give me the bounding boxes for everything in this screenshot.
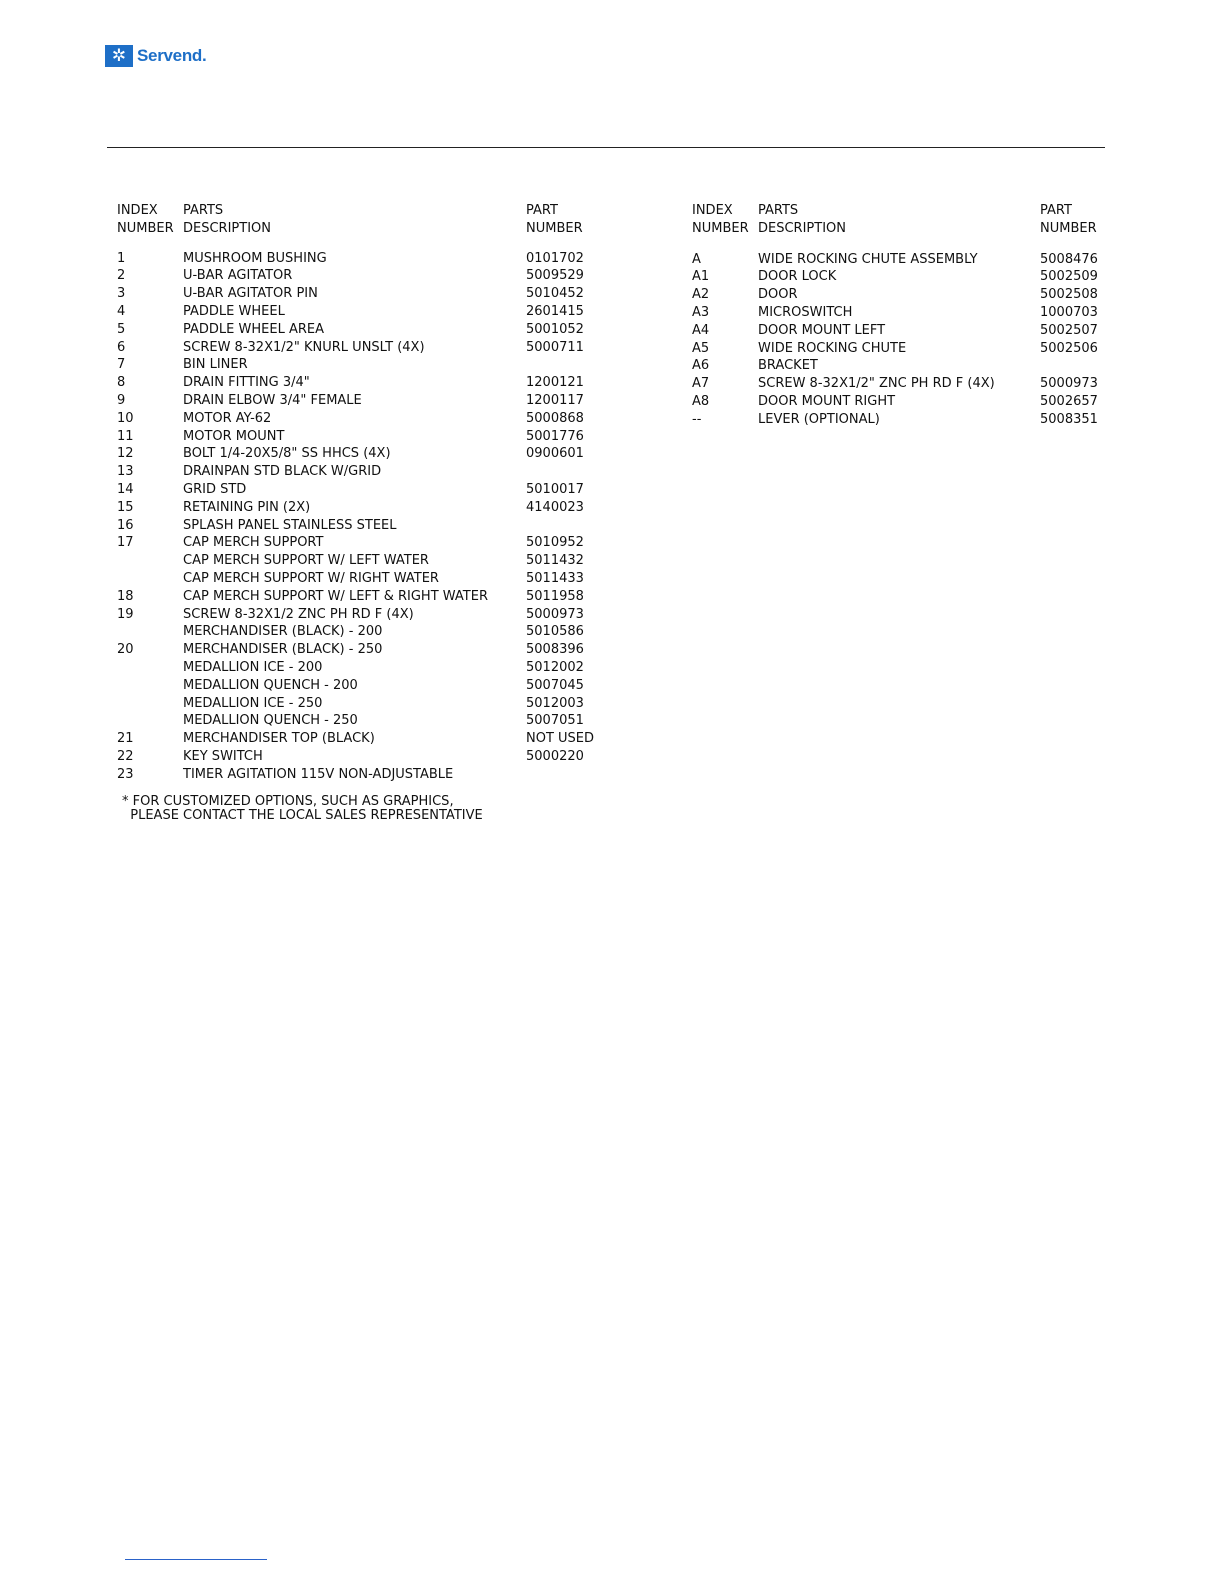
index-number: A8 <box>692 393 710 409</box>
index-number: 2 <box>117 268 126 284</box>
table-row <box>692 411 1130 429</box>
table-header <box>692 202 1130 238</box>
header-line: NUMBER <box>526 220 583 236</box>
header-line: INDEX <box>117 203 158 218</box>
part-description: CAP MERCH SUPPORT <box>183 535 324 551</box>
index-number: 19 <box>117 606 134 622</box>
table-row <box>117 517 616 535</box>
part-number: 5002506 <box>1040 340 1098 356</box>
index-number: 18 <box>117 588 134 604</box>
snowflake-icon: ✲ <box>105 45 133 67</box>
part-number: 1000703 <box>1040 304 1098 320</box>
part-number: 4140023 <box>526 499 584 515</box>
index-number <box>117 570 183 588</box>
index-number <box>117 695 183 713</box>
part-description: WIDE ROCKING CHUTE <box>758 340 907 356</box>
header-line: PARTS <box>183 203 224 218</box>
index-number: A5 <box>692 340 710 356</box>
index-number <box>117 623 183 641</box>
part-number: 5010952 <box>526 535 584 551</box>
part-description: MICROSWITCH <box>758 304 853 320</box>
part-number <box>526 463 616 481</box>
table-row <box>117 552 616 570</box>
table-row <box>117 392 616 410</box>
index-number: 7 <box>117 357 126 373</box>
table-row <box>117 445 616 463</box>
part-number <box>526 766 616 784</box>
part-number <box>526 517 616 535</box>
part-number <box>526 356 616 374</box>
part-number: 5002657 <box>1040 393 1098 409</box>
table-row <box>117 659 616 677</box>
part-number: 5009529 <box>526 268 584 284</box>
part-number: 2601415 <box>526 303 584 319</box>
table-row <box>117 463 616 481</box>
part-description: PADDLE WHEEL AREA <box>183 321 324 337</box>
part-description: MUSHROOM BUSHING <box>183 250 327 266</box>
footnote: * FOR CUSTOMIZED OPTIONS, SUCH AS GRAPHICS, PLEASE CONTACT THE LOCAL SALES REPRESENTATIVE <box>122 794 483 823</box>
part-number: 5000220 <box>526 748 584 764</box>
table-row <box>117 303 616 321</box>
index-number: 11 <box>117 428 134 444</box>
part-description: MOTOR AY-62 <box>183 410 272 426</box>
part-description: MEDALLION ICE - 250 <box>183 695 323 711</box>
table-row <box>117 356 616 374</box>
parts-description-header <box>183 202 526 238</box>
header-line: DESCRIPTION <box>758 220 846 236</box>
part-number: 5002507 <box>1040 322 1098 338</box>
table-row <box>117 695 616 713</box>
part-description: U-BAR AGITATOR PIN <box>183 286 318 302</box>
part-number: 5011433 <box>526 570 584 586</box>
part-number: 5000711 <box>526 339 584 355</box>
part-description: BOLT 1/4-20X5/8" SS HHCS (4X) <box>183 446 391 462</box>
part-description: MOTOR MOUNT <box>183 428 285 444</box>
part-number: NOT USED <box>526 731 595 747</box>
part-number: 5008396 <box>526 642 584 658</box>
part-description: BIN LINER <box>183 357 248 373</box>
logo-text: Servend. <box>137 46 207 65</box>
part-number <box>1040 357 1130 375</box>
index-number: A7 <box>692 376 710 392</box>
part-description: DOOR MOUNT LEFT <box>758 322 886 338</box>
part-description: GRID STD <box>183 481 247 497</box>
index-number: A <box>692 251 701 267</box>
table-row <box>692 375 1130 393</box>
index-number: 4 <box>117 303 126 319</box>
part-number: 1200117 <box>526 392 584 408</box>
part-number: 0900601 <box>526 446 584 462</box>
table-row <box>692 357 1130 375</box>
parts-description-header <box>758 202 1040 238</box>
header-divider <box>107 147 1105 148</box>
part-number: 5000973 <box>526 606 584 622</box>
part-description: MERCHANDISER TOP (BLACK) <box>183 731 375 747</box>
part-number-header <box>1040 202 1130 238</box>
part-description: MEDALLION ICE - 200 <box>183 659 323 675</box>
table-row <box>117 606 616 624</box>
index-number <box>117 659 183 677</box>
part-description: MERCHANDISER (BLACK) - 200 <box>183 624 383 640</box>
index-number: 5 <box>117 321 126 337</box>
table-row <box>117 748 616 766</box>
part-description: TIMER AGITATION 115V NON-ADJUSTABLE <box>183 766 454 782</box>
header-line: NUMBER <box>692 220 749 236</box>
part-number: 1200121 <box>526 375 584 391</box>
index-number: A3 <box>692 304 710 320</box>
part-description: RETAINING PIN (2X) <box>183 499 311 515</box>
index-number: 10 <box>117 410 134 426</box>
part-description: WIDE ROCKING CHUTE ASSEMBLY <box>758 251 978 267</box>
index-number: A6 <box>692 358 710 374</box>
table-row <box>117 641 616 659</box>
table-row <box>117 285 616 303</box>
index-number: 13 <box>117 464 134 480</box>
table-row <box>117 623 616 641</box>
index-number: 1 <box>117 250 126 266</box>
table-row <box>692 322 1130 340</box>
table-row <box>117 321 616 339</box>
header-line: NUMBER <box>117 220 174 236</box>
part-number: 5010586 <box>526 624 584 640</box>
index-number: 20 <box>117 642 134 658</box>
table-header <box>117 202 616 238</box>
table-row <box>692 268 1130 286</box>
table-row <box>117 499 616 517</box>
index-number: 23 <box>117 766 134 782</box>
part-description: DRAIN ELBOW 3/4" FEMALE <box>183 392 362 408</box>
part-number: 5007051 <box>526 713 584 729</box>
part-description: CAP MERCH SUPPORT W/ LEFT WATER <box>183 553 429 569</box>
part-number: 5012003 <box>526 695 584 711</box>
table-row <box>692 340 1130 358</box>
part-description: KEY SWITCH <box>183 748 263 764</box>
table-row <box>117 250 616 268</box>
table-row <box>117 588 616 606</box>
index-number: 9 <box>117 392 126 408</box>
table-row <box>117 570 616 588</box>
servend-logo <box>105 45 206 67</box>
table-row <box>117 428 616 446</box>
table-row <box>117 677 616 695</box>
header-line: PART <box>1040 203 1072 218</box>
part-number: 5011958 <box>526 588 584 604</box>
header-line: INDEX <box>692 203 733 218</box>
header-line: NUMBER <box>1040 220 1097 236</box>
part-number: 5000868 <box>526 410 584 426</box>
part-number: 5007045 <box>526 677 584 693</box>
header-line: PART <box>526 203 558 218</box>
table-row <box>692 393 1130 411</box>
table-row <box>117 730 616 748</box>
part-description: CAP MERCH SUPPORT W/ LEFT & RIGHT WATER <box>183 588 488 604</box>
part-number-header <box>526 202 616 238</box>
part-description: SPLASH PANEL STAINLESS STEEL <box>183 517 397 533</box>
index-number: 17 <box>117 535 134 551</box>
part-description: PADDLE WHEEL <box>183 303 285 319</box>
index-number: 6 <box>117 339 126 355</box>
part-description: U-BAR AGITATOR <box>183 268 293 284</box>
index-number: -- <box>692 411 702 427</box>
part-number: 5008476 <box>1040 251 1098 267</box>
part-number: 5002508 <box>1040 287 1098 303</box>
index-number: A1 <box>692 269 710 285</box>
index-number: 16 <box>117 517 134 533</box>
part-number: 5001776 <box>526 428 584 444</box>
part-number: 5010452 <box>526 286 584 302</box>
table-row <box>117 712 616 730</box>
header-line: DESCRIPTION <box>183 220 271 236</box>
table-row <box>117 267 616 285</box>
part-number: 5000973 <box>1040 376 1098 392</box>
parts-table-left <box>117 202 616 784</box>
index-number: A4 <box>692 322 710 338</box>
index-number: A2 <box>692 287 710 303</box>
header-line: PARTS <box>758 203 799 218</box>
part-description: SCREW 8-32X1/2" KNURL UNSLT (4X) <box>183 339 425 355</box>
table-row <box>117 766 616 784</box>
part-description: MEDALLION QUENCH - 200 <box>183 677 358 693</box>
index-number: 21 <box>117 731 134 747</box>
table-row <box>117 410 616 428</box>
table-row <box>117 374 616 392</box>
table-row <box>692 251 1130 269</box>
index-number: 12 <box>117 446 134 462</box>
part-number: 5002509 <box>1040 269 1098 285</box>
part-description: DRAIN FITTING 3/4" <box>183 375 310 391</box>
part-description: LEVER (OPTIONAL) <box>758 411 880 427</box>
table-row <box>117 534 616 552</box>
part-description: MERCHANDISER (BLACK) - 250 <box>183 642 383 658</box>
table-row <box>117 339 616 357</box>
part-description: CAP MERCH SUPPORT W/ RIGHT WATER <box>183 570 439 586</box>
index-number: 8 <box>117 375 126 391</box>
part-number: 5008351 <box>1040 411 1098 427</box>
part-description: MEDALLION QUENCH - 250 <box>183 713 358 729</box>
part-number: 5001052 <box>526 321 584 337</box>
index-number <box>117 712 183 730</box>
footer-link-underline <box>125 1559 267 1560</box>
index-number: 14 <box>117 481 134 497</box>
index-number: 3 <box>117 286 126 302</box>
table-row <box>692 286 1130 304</box>
index-number-header <box>117 202 183 238</box>
part-description: DRAINPAN STD BLACK W/GRID <box>183 464 382 480</box>
part-description: SCREW 8-32X1/2 ZNC PH RD F (4X) <box>183 606 414 622</box>
part-number: 5011432 <box>526 553 584 569</box>
index-number <box>117 552 183 570</box>
part-description: DOOR <box>758 287 798 303</box>
index-number-header <box>692 202 758 238</box>
table-row <box>692 304 1130 322</box>
part-number: 5012002 <box>526 659 584 675</box>
parts-table-right <box>692 202 1130 429</box>
part-description: DOOR MOUNT RIGHT <box>758 393 896 409</box>
part-number: 0101702 <box>526 250 584 266</box>
index-number: 22 <box>117 748 134 764</box>
index-number <box>117 677 183 695</box>
part-description: DOOR LOCK <box>758 269 837 285</box>
table-row <box>117 481 616 499</box>
index-number: 15 <box>117 499 134 515</box>
part-number: 5010017 <box>526 481 584 497</box>
part-description: BRACKET <box>758 358 818 374</box>
part-description: SCREW 8-32X1/2" ZNC PH RD F (4X) <box>758 376 995 392</box>
